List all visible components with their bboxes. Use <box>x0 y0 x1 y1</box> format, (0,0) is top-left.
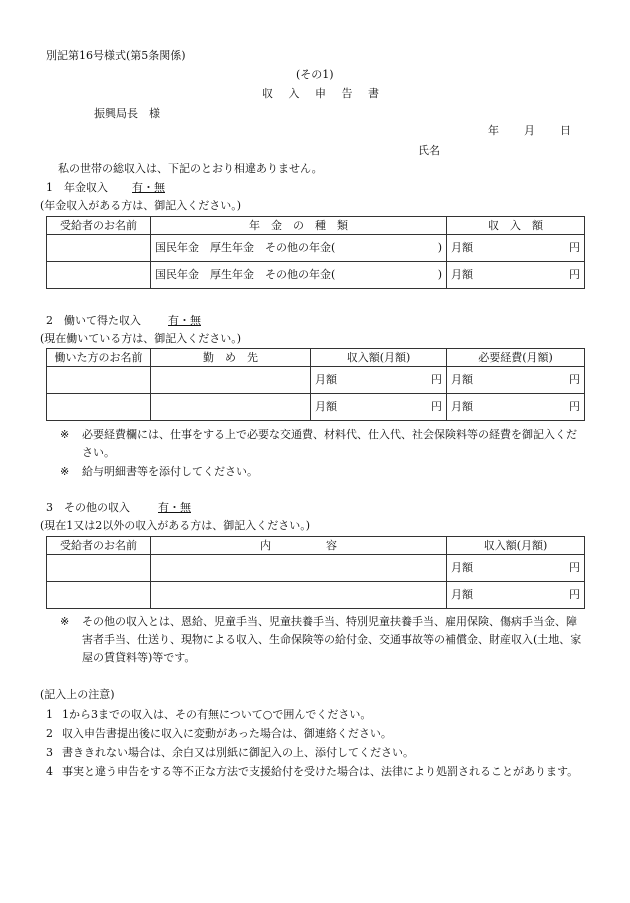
section2-instruction: (現在働いている方は、御記入ください。) <box>40 332 242 345</box>
page-title: 収 入 申 告 書 <box>262 87 385 100</box>
pension-type-cell[interactable] <box>151 262 447 289</box>
instruction-item <box>46 706 586 724</box>
monthly-label: 月額 <box>451 373 473 386</box>
income-amount-cell[interactable] <box>447 235 585 262</box>
monthly-income-cell[interactable] <box>447 582 585 609</box>
monthly-label: 月額 <box>451 400 473 413</box>
section2-choice: 有・無 <box>168 314 201 327</box>
col-worker-name: 働いた方のお名前 <box>47 349 151 367</box>
note-text: その他の収入とは、恩給、児童手当、児童扶養手当、特別児童扶養手当、雇用保険、傷病手当金、障害者手当、仕送り、現物による収入、生命保険等の給付金、交通事故等の補償金、財産収入(土地、家屋の賃貸料等)等です。 <box>82 615 582 664</box>
instruction-text: 事実と違う申告をする等不正な方法で支援給付を受けた場合は、法律により処罰されることがあります。 <box>62 765 579 778</box>
col-income-amount: 収 入 額 <box>447 217 585 235</box>
section3-choice: 有・無 <box>158 501 191 514</box>
intro-text: 私の世帯の総収入は、下記のとおり相違ありません。 <box>58 162 323 175</box>
instruction-item <box>46 763 586 781</box>
section3-instruction: (現在1又は2以外の収入がある方は、御記入ください。) <box>40 519 311 532</box>
col-monthly-income: 収入額(月額) <box>311 349 447 367</box>
income-amount-cell[interactable] <box>447 262 585 289</box>
col-pension-type: 年 金 の 種 類 <box>151 217 447 235</box>
note-mark: ※ <box>60 428 70 441</box>
yen-unit: 円 <box>569 373 580 386</box>
yen-unit: 円 <box>569 561 580 574</box>
instruction-number: 4 <box>46 765 53 778</box>
yen-unit: 円 <box>569 400 580 413</box>
section3-heading: 3 その他の収入 <box>46 501 130 514</box>
note-text: 必要経費欄には、仕事をする上で必要な交通費、材料代、仕入代、社会保険料等の経費を御記入ください。 <box>82 428 577 459</box>
table-row <box>47 555 585 582</box>
instruction-number: 3 <box>46 746 53 759</box>
note-text: 給与明細書等を添付してください。 <box>82 465 258 478</box>
pension-type-options: 国民年金 厚生年金 その他の年金( <box>155 268 336 281</box>
date-month: 月 <box>524 124 535 137</box>
table-row <box>47 582 585 609</box>
section2-note-expenses <box>60 426 584 462</box>
table-row <box>47 235 585 262</box>
details-cell[interactable] <box>151 582 447 609</box>
col-recipient-name: 受給者のお名前 <box>47 217 151 235</box>
note-mark: ※ <box>60 465 70 478</box>
section1-heading: 1 年金収入 <box>46 181 108 194</box>
col-recipient-name: 受給者のお名前 <box>47 537 151 555</box>
section2-note-payslip <box>60 463 584 481</box>
monthly-expenses-cell[interactable] <box>447 367 585 394</box>
instruction-item <box>46 744 586 762</box>
pension-type-cell[interactable] <box>151 235 447 262</box>
yen-unit: 円 <box>431 400 442 413</box>
pension-table <box>46 216 585 289</box>
employer-cell[interactable] <box>151 394 311 421</box>
table-header-row <box>47 349 585 367</box>
monthly-label: 月額 <box>315 373 337 386</box>
worker-name-cell[interactable] <box>47 394 151 421</box>
instruction-text: 収入申告書提出後に収入に変動があった場合は、御連絡ください。 <box>62 727 392 740</box>
sheet-number: (その1) <box>296 68 334 81</box>
instruction-text: 書ききれない場合は、余白又は別紙に御記入の上、添付してください。 <box>62 746 414 759</box>
table-header-row <box>47 537 585 555</box>
employer-cell[interactable] <box>151 367 311 394</box>
date-year: 年 <box>488 124 499 137</box>
monthly-expenses-cell[interactable] <box>447 394 585 421</box>
section1-choice: 有・無 <box>132 181 165 194</box>
name-label: 氏名 <box>418 144 440 157</box>
details-cell[interactable] <box>151 555 447 582</box>
section1-instruction: (年金収入がある方は、御記入ください。) <box>40 199 242 212</box>
monthly-label: 月額 <box>451 268 473 281</box>
instruction-text: 1から3までの収入は、その有無について○で囲んでください。 <box>62 708 372 721</box>
note-mark: ※ <box>60 615 70 628</box>
yen-unit: 円 <box>431 373 442 386</box>
monthly-label: 月額 <box>451 588 473 601</box>
worker-name-cell[interactable] <box>47 367 151 394</box>
col-monthly-expenses: 必要経費(月額) <box>447 349 585 367</box>
col-employer: 勤 め 先 <box>151 349 311 367</box>
close-paren: ) <box>437 268 442 281</box>
recipient-name-cell[interactable] <box>47 582 151 609</box>
table-row <box>47 367 585 394</box>
table-header-row <box>47 217 585 235</box>
col-details: 内 容 <box>151 537 447 555</box>
section3-note-other-income <box>60 613 584 667</box>
table-row <box>47 394 585 421</box>
date-day: 日 <box>560 124 571 137</box>
yen-unit: 円 <box>569 268 580 281</box>
pension-type-options: 国民年金 厚生年金 その他の年金( <box>155 241 336 254</box>
monthly-label: 月額 <box>451 241 473 254</box>
recipient-name-cell[interactable] <box>47 235 151 262</box>
yen-unit: 円 <box>569 588 580 601</box>
recipient-name-cell[interactable] <box>47 555 151 582</box>
col-monthly-income: 収入額(月額) <box>447 537 585 555</box>
other-income-table <box>46 536 585 609</box>
monthly-label: 月額 <box>451 561 473 574</box>
close-paren: ) <box>437 241 442 254</box>
recipient-name-cell[interactable] <box>47 262 151 289</box>
section2-heading: 2 働いて得た収入 <box>46 314 141 327</box>
instruction-number: 1 <box>46 708 53 721</box>
monthly-income-cell[interactable] <box>311 367 447 394</box>
monthly-income-cell[interactable] <box>311 394 447 421</box>
addressee: 振興局長 様 <box>94 107 160 120</box>
yen-unit: 円 <box>569 241 580 254</box>
instruction-item <box>46 725 586 743</box>
monthly-label: 月額 <box>315 400 337 413</box>
form-number: 別記第16号様式(第5条関係) <box>46 49 186 62</box>
employment-table <box>46 348 585 421</box>
table-row <box>47 262 585 289</box>
instructions-heading: (記入上の注意) <box>40 688 115 701</box>
monthly-income-cell[interactable] <box>447 555 585 582</box>
instruction-number: 2 <box>46 727 53 740</box>
